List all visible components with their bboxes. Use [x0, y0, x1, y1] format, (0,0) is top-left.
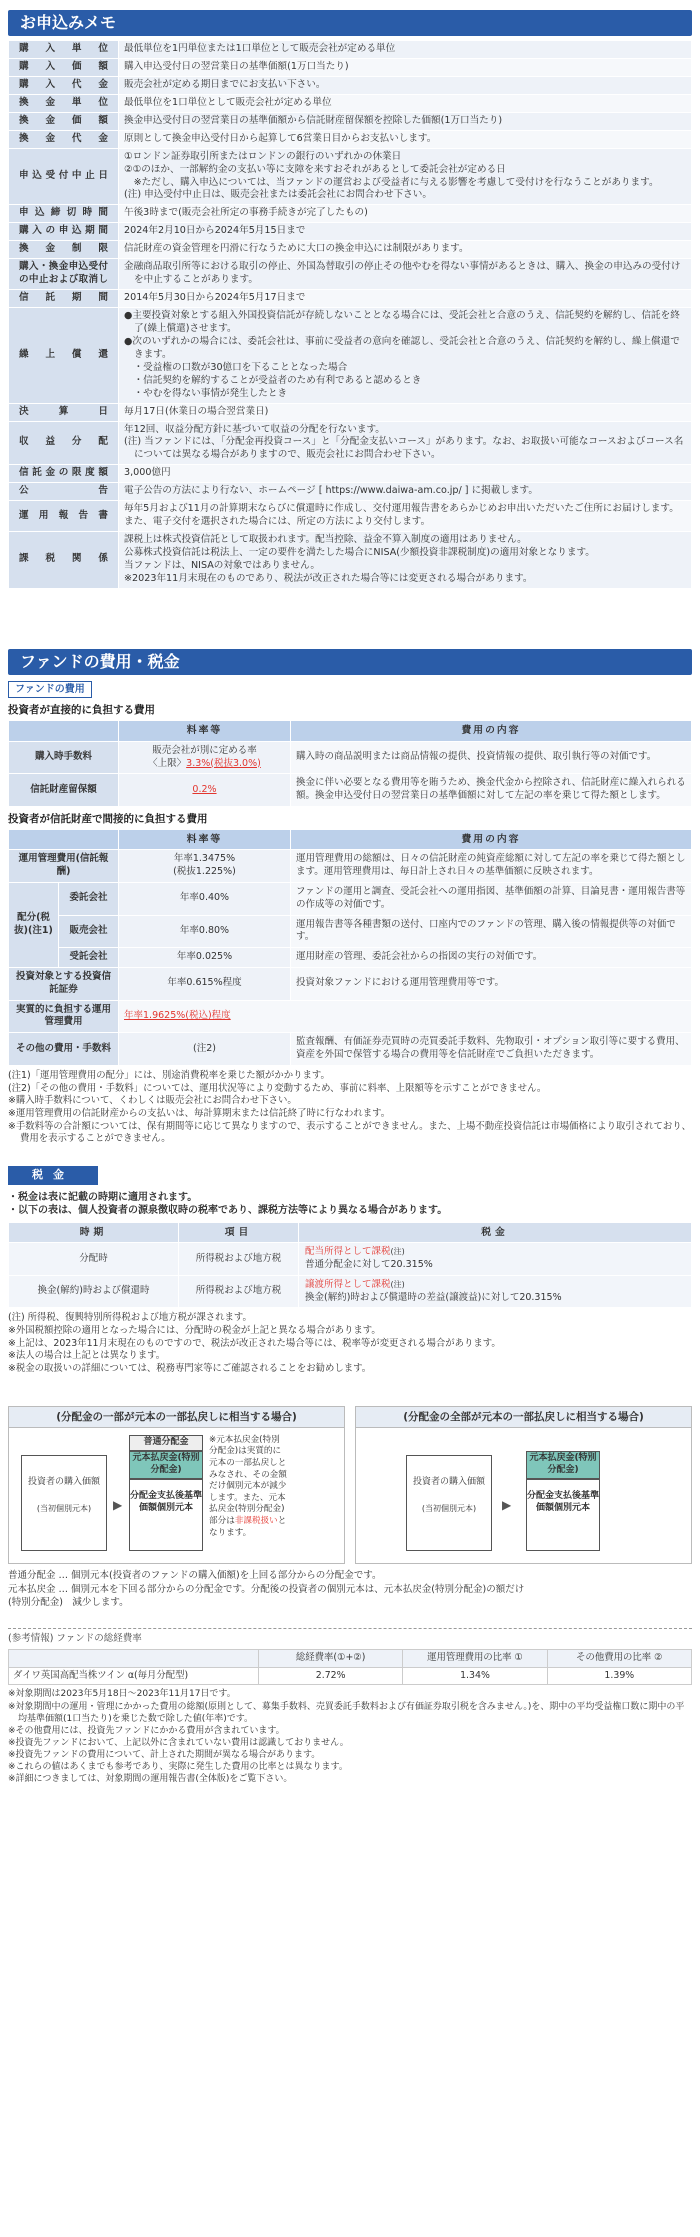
investor-price-label: 投資者の購入価額 — [412, 1476, 485, 1487]
other-fee-rate: (注2) — [119, 1033, 291, 1066]
trust-reserve-label: 信託財産留保額 — [9, 774, 119, 807]
tax-col-item: 項目 — [179, 1222, 299, 1242]
memo-row-line: ・信託契約を解約することが受益者のため有利であると認めるとき — [124, 374, 422, 386]
ref-fund-name: ダイワ英国高配当株ツイン α(毎月分配型) — [9, 1667, 259, 1685]
memo-row — [9, 290, 692, 308]
table-row — [9, 774, 692, 807]
memo-row-line: ●次のいずれかの場合には、委託会社は、事前に受益者の意向を確認し、受託会社と合意のうえ、信託契約を解約し、繰上償還できます。 — [124, 335, 680, 360]
memo-row-line: ※2023年11月末現在のものであり、税法が改正された場合等には変更される場合があります。 — [124, 572, 533, 584]
ref-total: 2.72% — [259, 1667, 403, 1685]
direct-fee-table — [8, 720, 692, 806]
ref-note: ※対象期間中の運用・管理にかかった費用の総額(原則として、募集手数料、売買委託手数料および有価証券取引税を含みません。)を、期中の平均受益権口数に期中の平均基準価額(1口当たり)を乗じた数で除した値(年率)です。 — [8, 1701, 685, 1724]
trust-reserve-rate-red: 0.2% — [192, 783, 217, 795]
tax-text: 普通分配金に対して20.315% — [305, 1258, 433, 1270]
memo-row-line: 電子公告の方法により行ない、ホームページ [ https://www.daiwa-am.co.jp/ ] に掲載します。 — [124, 485, 538, 497]
ref-note: ※これらの値はあくまでも参考であり、実際に発生した費用の比率とは異なります。 — [8, 1762, 348, 1773]
memo-row-value — [119, 403, 692, 421]
tax-col-tax: 税金 — [299, 1222, 692, 1242]
mgmt-fee-rate — [119, 850, 291, 883]
purchase-fee-rate-b: 〈上限〉 — [148, 757, 187, 769]
memo-row — [9, 41, 692, 59]
ref-col: 総経費率(①+②) — [259, 1650, 403, 1668]
memo-row-value — [119, 58, 692, 76]
ref-col: 運用管理費用の比率 ① — [403, 1650, 547, 1668]
table-row — [9, 1000, 692, 1033]
indirect-col-content: 費用の内容 — [291, 830, 692, 850]
purchase-fee-label: 購入時手数料 — [9, 741, 119, 774]
refund-note-red: 非課税扱い — [234, 1515, 278, 1526]
memo-row-value — [119, 76, 692, 94]
memo-row-label: 収益分配 — [9, 421, 119, 465]
other-fee-label: その他の費用・手数料 — [9, 1033, 119, 1066]
actual-fee-rate: 年率1.9625%(税込)程度 — [124, 1010, 231, 1022]
memo-row-line: 金融商品取引所等における取引の停止、外国為替取引の停止その他やむを得ない事情があるときは、購入、換金の申込みの受付けを中止することがあります。 — [124, 261, 681, 286]
distribution-right-title: (分配金の全部が元本の一部払戻しに相当する場合) — [356, 1407, 691, 1428]
memo-row — [9, 223, 692, 241]
alloc-label: 配分(税抜)(注1) — [9, 882, 59, 967]
direct-col-content: 費用の内容 — [291, 721, 692, 741]
memo-row-label: 換金価額 — [9, 112, 119, 130]
memo-row — [9, 241, 692, 259]
investor-price-sub: (当初個別元本) — [36, 1503, 92, 1513]
direct-col-blank — [9, 721, 119, 741]
table-row — [9, 915, 692, 948]
memo-row — [9, 130, 692, 148]
memo-row-line: 販売会社が定める期日までにお支払い下さい。 — [124, 78, 326, 90]
refund-note — [209, 1435, 287, 1539]
tax-note: ※法人の場合は上記とは異なります。 — [8, 1350, 166, 1362]
memo-row-line: 2024年2月10日から2024年5月15日まで — [124, 225, 306, 237]
memo-row-label: 購入の申込期間 — [9, 223, 119, 241]
table-row — [9, 1275, 692, 1308]
arrow-right-icon: ▶ — [502, 1497, 512, 1512]
memo-row — [9, 148, 692, 205]
table-row — [9, 1243, 692, 1276]
memo-row-label: 換金単位 — [9, 94, 119, 112]
memo-row-line: ・やむを得ない事情が発生したとき — [124, 387, 288, 399]
reference-box — [8, 1628, 692, 1785]
investor-price-sub: (当初個別元本) — [421, 1503, 477, 1513]
memo-row-label: 信託期間 — [9, 290, 119, 308]
memo-row — [9, 76, 692, 94]
actual-fee-rate-cell — [119, 1000, 692, 1033]
alloc-trustor-rate: 年率0.40% — [119, 882, 291, 915]
memo-row-value — [119, 148, 692, 205]
table-row — [9, 948, 692, 968]
memo-table — [8, 40, 692, 589]
tax-note: ※外国税額控除の適用となった場合には、分配時の税金が上記と異なる場合があります。 — [8, 1325, 381, 1337]
mgmt-fee-desc: 運用管理費用の総額は、日々の信託財産の純資産総額に対して左記の率を乗じて得た額とします。運用管理費用は、毎日計上され日々の基準価額に反映されます。 — [291, 850, 692, 883]
memo-row — [9, 421, 692, 465]
direct-heading: 投資者が直接的に負担する費用 — [8, 704, 155, 717]
fee-notes — [8, 1070, 692, 1146]
after-dist-box: 分配金支払後基準価額個別元本 — [526, 1479, 600, 1551]
memo-row-label: 決算日 — [9, 403, 119, 421]
tax-item: 所得税および地方税 — [179, 1243, 299, 1276]
ref-other: 1.39% — [547, 1667, 691, 1685]
memo-row-line: 信託財産の資金管理を円滑に行なうために大口の換金申込には制限があります。 — [124, 243, 469, 255]
memo-row-label: 購入単位 — [9, 41, 119, 59]
tax-intro — [8, 1191, 692, 1218]
memo-row-label: 公告 — [9, 483, 119, 501]
memo-row-label: 購入代金 — [9, 76, 119, 94]
memo-row-line: (注) 当ファンドには、「分配金再投資コース」と「分配金支払いコース」があります。なお、お取扱い可能なコースおよびコース名については異なる場合がありますので、販売会社にお問合わせ下さい。 — [124, 436, 684, 461]
memo-row — [9, 465, 692, 483]
tax-time: 分配時 — [9, 1243, 179, 1276]
memo-row — [9, 58, 692, 76]
tax-red: 譲渡所得として課税 — [305, 1278, 391, 1290]
investor-price-box — [406, 1455, 492, 1551]
memo-row — [9, 259, 692, 290]
memo-row-line: 最低単位を1口単位として販売会社が定める単位 — [124, 96, 332, 108]
indirect-heading: 投資者が信託財産で間接的に負担する費用 — [8, 812, 208, 825]
direct-col-rate: 料率等 — [119, 721, 291, 741]
tax-note: (注) 所得税、復興特別所得税および地方税が課されます。 — [8, 1312, 252, 1324]
tax-time: 換金(解約)時および償還時 — [9, 1275, 179, 1308]
arrow-right-icon: ▶ — [113, 1497, 123, 1512]
tax-item: 所得税および地方税 — [179, 1275, 299, 1308]
alloc-trustor-desc: ファンドの運用と調査、受託会社への運用指図、基準価額の計算、目論見書・運用報告書等の作成等の対価です。 — [291, 882, 692, 915]
memo-row-line: 午後3時まで(販売会社所定の事務手続きが完了したもの) — [124, 207, 368, 219]
trust-reserve-rate — [119, 774, 291, 807]
indirect-fee-table — [8, 829, 692, 1066]
tax-intro-line: ・以下の表は、個人投資者の源泉徴収時の税率であり、課税方法等により異なる場合があります。 — [8, 1205, 448, 1217]
memo-row-value — [119, 501, 692, 532]
memo-row — [9, 205, 692, 223]
refund-note-end: となります。 — [209, 1515, 287, 1538]
tax-text: 換金(解約)時および償還時の差益(譲渡益)に対して20.315% — [305, 1291, 562, 1303]
memo-row — [9, 532, 692, 589]
purchase-fee-rate — [119, 741, 291, 774]
memo-row-label: 繰上償還 — [9, 308, 119, 404]
ref-col — [9, 1650, 259, 1668]
memo-row-value — [119, 259, 692, 290]
target-fund-label: 投資対象とする投資信託証券 — [9, 968, 119, 1001]
memo-row-value — [119, 308, 692, 404]
memo-row-line: また、電子交付を選択された場合には、所定の方法により交付します。 — [124, 516, 431, 528]
other-fee-desc: 監査報酬、有価証券売買時の売買委託手数料、先物取引・オプション取引等に要する費用、資産を外国で保管する場合の費用等を信託財産でご負担いただきます。 — [291, 1033, 692, 1066]
tax-red: 配当所得として課税 — [305, 1246, 391, 1258]
reference-notes — [8, 1688, 692, 1785]
memo-row-line: 課税上は株式投資信託として取扱われます。配当控除、益金不算入制度の適用はありません。 — [124, 534, 527, 546]
alloc-seller-desc: 運用報告書等各種書類の送付、口座内でのファンドの管理、購入後の情報提供等の対価です。 — [291, 915, 692, 948]
ref-col: その他費用の比率 ② — [547, 1650, 691, 1668]
distribution-left — [8, 1406, 345, 1564]
memo-row-value — [119, 532, 692, 589]
memo-row-line: ・受益権の口数が30億口を下ることとなった場合 — [124, 361, 348, 373]
memo-row-value — [119, 465, 692, 483]
memo-row — [9, 403, 692, 421]
memo-row-value — [119, 41, 692, 59]
purchase-fee-desc: 購入時の商品説明または商品情報の提供、投資情報の提供、取引執行等の対価です。 — [291, 741, 692, 774]
distribution-diagrams — [8, 1406, 692, 1564]
tax-value — [299, 1275, 692, 1308]
investor-price-label: 投資者の購入価額 — [27, 1476, 100, 1487]
memo-row-line: 最低単位を1円単位または1口単位として販売会社が定める単位 — [124, 43, 396, 54]
memo-row-line: 原則として換金申込受付日から起算して6営業日目からお支払いします。 — [124, 132, 437, 144]
memo-row-line: 毎月17日(休業日の場合翌営業日) — [124, 405, 269, 417]
memo-row-label: 換金制限 — [9, 241, 119, 259]
memo-title: お申込みメモ — [8, 10, 692, 36]
table-row — [9, 850, 692, 883]
table-row — [9, 882, 692, 915]
tax-note-mark: (注) — [390, 1247, 405, 1257]
reference-title: (参考情報) ファンドの総経費率 — [8, 1633, 142, 1645]
memo-row-value — [119, 94, 692, 112]
memo-row-line: 年12回、収益分配方針に基づいて収益の分配を行ないます。 — [124, 423, 385, 435]
memo-row-value — [119, 290, 692, 308]
memo-row-label: 運用報告書 — [9, 501, 119, 532]
distribution-left-title: (分配金の一部が元本の一部払戻しに相当する場合) — [9, 1407, 344, 1428]
mgmt-fee-label: 運用管理費用(信託報酬) — [9, 850, 119, 883]
target-fund-desc: 投資対象ファンドにおける運用管理費用等です。 — [291, 968, 692, 1001]
definition-line: (特別分配金) 減少します。 — [8, 1597, 129, 1609]
tax-intro-line: ・税金は表に記載の時期に適用されます。 — [8, 1191, 198, 1203]
ref-note: ※対象期間は2023年5月18日～2023年11月17日です。 — [8, 1689, 236, 1700]
memo-row — [9, 308, 692, 404]
ref-note: ※投資先ファンドの費用について、計上された期間が異なる場合があります。 — [8, 1750, 321, 1761]
memo-row-line: (注) 申込受付中止日は、販売会社または委託会社にお問合わせ下さい。 — [124, 189, 432, 201]
investor-price-box — [21, 1455, 107, 1551]
refund-note-text: ※元本払戻金(特別分配金)は実質的に元本の一部払戻しとみなされ、その金額だけ個別元本が減少します。また、元本払戻金(特別分配金)部分は — [209, 1434, 287, 1526]
memo-row-line: 3,000億円 — [124, 467, 171, 479]
indirect-col-blank — [9, 830, 119, 850]
memo-row-value — [119, 223, 692, 241]
memo-row-line: 当ファンドは、NISAの対象ではありません。 — [124, 559, 320, 571]
memo-row-value — [119, 241, 692, 259]
memo-row-value — [119, 112, 692, 130]
distribution-right — [355, 1406, 692, 1564]
memo-row-line: ※ただし、購入申込については、当ファンドの運営および受益者に与える影響を考慮して受付けを行なうことがあります。 — [124, 176, 659, 188]
memo-row-label: 信託金の限度額 — [9, 465, 119, 483]
ref-note: ※詳細につきましては、対象期間の運用報告書(全体版)をご覧下さい。 — [8, 1774, 293, 1785]
memo-row-line: ①ロンドン証券取引所またはロンドンの銀行のいずれかの休業日 — [124, 150, 402, 162]
mgmt-fee-rate-a: 年率1.3475% — [173, 853, 236, 865]
alloc-seller-label: 販売会社 — [59, 915, 119, 948]
reference-table — [8, 1649, 692, 1685]
alloc-seller-rate: 年率0.80% — [119, 915, 291, 948]
table-row — [9, 1033, 692, 1066]
alloc-trustee-label: 受託会社 — [59, 948, 119, 968]
refund-box: 元本払戻金(特別分配金) — [129, 1451, 203, 1479]
memo-row-line: ②①のほか、一部解約金の支払い等に支障を来すおそれがあるとして委託会社が定める日 — [124, 163, 506, 175]
memo-row-line: 購入申込受付日の翌営業日の基準価額(1万口当たり) — [124, 60, 349, 72]
tax-notes — [8, 1312, 692, 1375]
memo-row-label: 申込受付中止日 — [9, 148, 119, 205]
memo-row — [9, 501, 692, 532]
tax-note: ※上記は、2023年11月末現在のものですので、税法が改正された場合等には、税率等が変更される場合があります。 — [8, 1337, 501, 1349]
fee-note: (注2)「その他の費用・手数料」については、運用状況等により変動するため、事前に料率、上限額等を示すことができません。 — [8, 1082, 547, 1094]
alloc-trustee-desc: 運用財産の管理、委託会社からの指図の実行の対価です。 — [291, 948, 692, 968]
actual-fee-label: 実質的に負担する運用管理費用 — [9, 1000, 119, 1033]
table-row — [9, 741, 692, 774]
memo-row-label: 購入価額 — [9, 58, 119, 76]
purchase-fee-rate-a: 販売会社が別に定める率 — [152, 744, 257, 756]
indirect-col-rate: 料率等 — [119, 830, 291, 850]
memo-row-line: 換金申込受付日の翌営業日の基準価額から信託財産留保額を控除した価額(1万口当たり) — [124, 114, 503, 126]
memo-row-label: 課税関係 — [9, 532, 119, 589]
purchase-fee-rate-red: 3.3%(税抜3.0%) — [186, 757, 261, 769]
fee-note: ※運用管理費用の信託財産からの支払いは、毎計算期末または信託終了時に行なわれます。 — [8, 1107, 391, 1119]
memo-row-line: ●主要投資対象とする組入外国投資信託が存続しないこととなる場合には、受託会社と合意のうえ、信託契約を解約し、信託を終了(繰上償還)させます。 — [124, 310, 680, 334]
memo-row-value — [119, 421, 692, 465]
purchase-fee-rate-b-line — [124, 758, 285, 771]
memo-row-line: 公募株式投資信託は税法上、一定の要件を満たした場合にNISA(少額投資非課税制度)の適用対象となります。 — [124, 547, 595, 558]
ref-note: ※投資先ファンドにおいて、上記以外に含まれていない費用は認識しておりません。 — [8, 1737, 349, 1748]
target-fund-rate: 年率0.615%程度 — [119, 968, 291, 1001]
memo-row-value — [119, 130, 692, 148]
fee-note: ※購入時手数料について、くわしくは販売会社にお問合わせ下さい。 — [8, 1095, 297, 1107]
ref-note: ※その他費用には、投資先ファンドにかかる費用が含まれています。 — [8, 1725, 285, 1736]
table-row — [9, 1667, 692, 1685]
memo-row-line: 毎年5月および11月の計算期末ならびに償還時に作成し、交付運用報告書をあらかじめお申出いただいたご住所にお届けします。 — [124, 503, 679, 515]
tax-value — [299, 1243, 692, 1276]
memo-row — [9, 483, 692, 501]
normal-dist-box: 普通分配金 — [129, 1435, 203, 1451]
fee-note: ※手数料等の合計額については、保有期間等に応じて異なりますので、表示することができません。また、上場不動産投資信託は市場価格により取引されており、費用を表示することができません。 — [8, 1120, 692, 1145]
fees-title: ファンドの費用・税金 — [8, 649, 692, 675]
definition-line: 元本払戻金 … 個別元本を下回る部分からの分配金です。分配後の投資者の個別元本は、元本払戻金(特別分配金)の額だけ — [8, 1583, 525, 1595]
memo-row-label: 申込締切時間 — [9, 205, 119, 223]
memo-row-value — [119, 205, 692, 223]
table-row — [9, 968, 692, 1001]
tax-table — [8, 1222, 692, 1308]
memo-row-label: 換金代金 — [9, 130, 119, 148]
memo-row — [9, 94, 692, 112]
trust-reserve-desc: 換金に伴い必要となる費用等を賄うため、換金代金から控除され、信託財産に繰入れられる額。換金申込受付日の翌営業日の基準価額に対して左記の率を乗じて得た額とします。 — [291, 774, 692, 807]
fees-sub-tag: ファンドの費用 — [8, 681, 92, 699]
ref-mgmt: 1.34% — [403, 1667, 547, 1685]
tax-tag: 税金 — [8, 1166, 98, 1185]
definition-line: 普通分配金 … 個別元本(投資者のファンドの購入価額)を上回る部分からの分配金です。 — [8, 1569, 382, 1581]
tax-note: ※税金の取扱いの詳細については、税務専門家等にご確認されることをお勧めします。 — [8, 1363, 372, 1375]
mgmt-fee-rate-b: (税抜1.225%) — [173, 866, 236, 878]
memo-row — [9, 112, 692, 130]
tax-note-mark: (注) — [390, 1279, 405, 1289]
memo-row-line: 2014年5月30日から2024年5月17日まで — [124, 292, 306, 304]
alloc-trustor-label: 委託会社 — [59, 882, 119, 915]
fee-note: (注1)「運用管理費用の配分」には、別途消費税率を乗じた額がかかります。 — [8, 1069, 330, 1081]
tax-col-time: 時期 — [9, 1222, 179, 1242]
distribution-definitions — [8, 1570, 692, 1610]
memo-row-value — [119, 483, 692, 501]
after-dist-box: 分配金支払後基準価額個別元本 — [129, 1479, 203, 1551]
refund-box: 元本払戻金(特別分配金) — [526, 1451, 600, 1479]
memo-row-label: 購入・換金申込受付の中止および取消し — [9, 259, 119, 290]
alloc-trustee-rate: 年率0.025% — [119, 948, 291, 968]
